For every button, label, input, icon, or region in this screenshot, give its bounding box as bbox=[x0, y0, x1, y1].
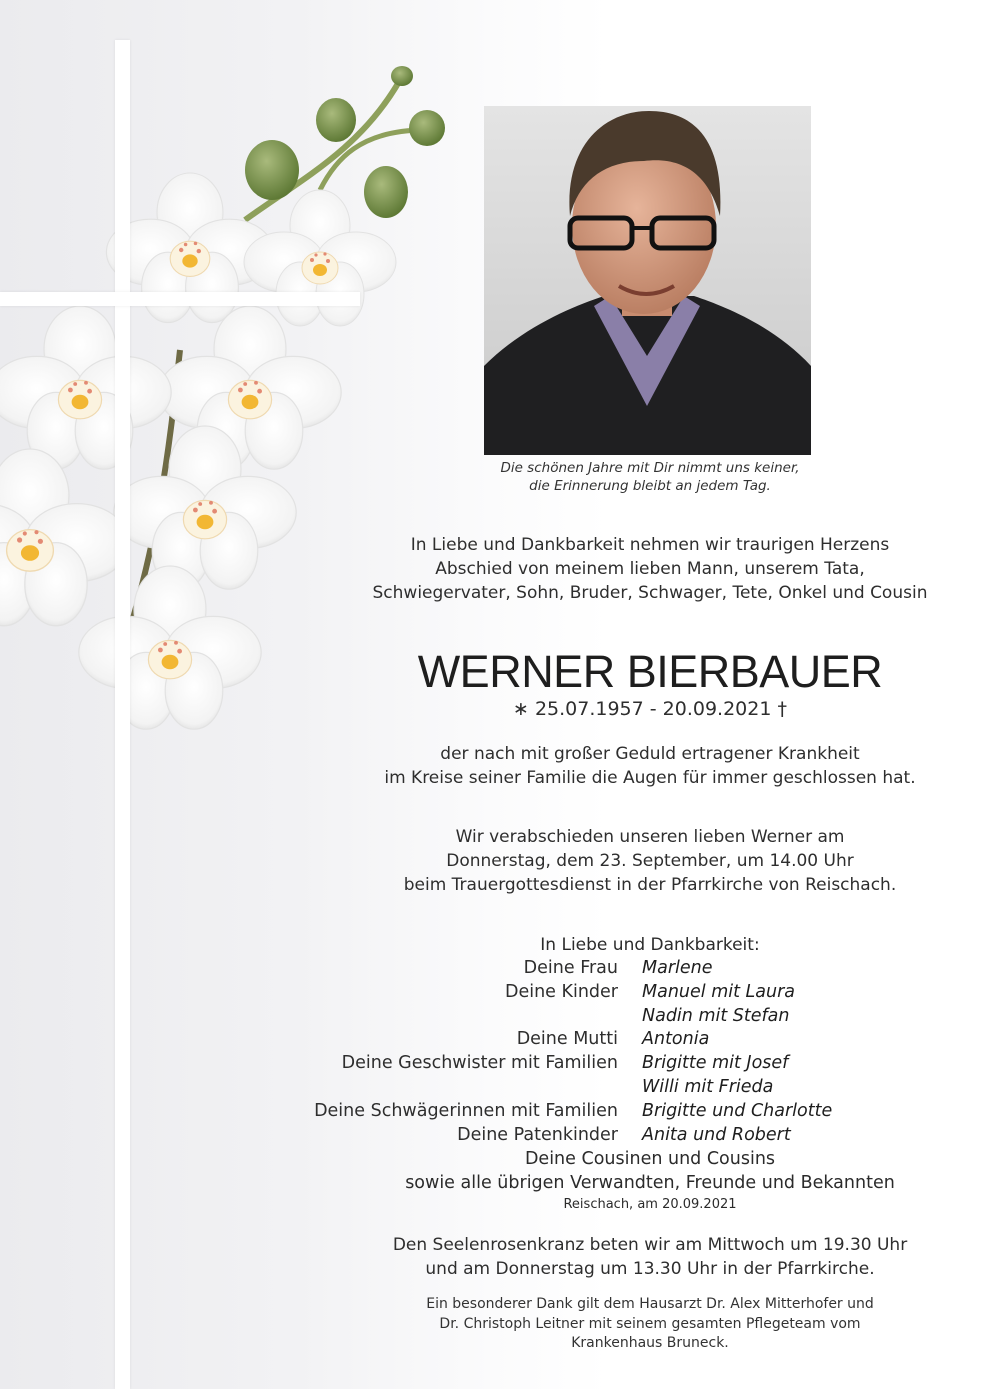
rosary-line: Den Seelenrosenkranz beten wir am Mittwoch um 19.30 Uhr bbox=[392, 1235, 908, 1255]
photo-caption bbox=[430, 459, 870, 495]
mourner-relation bbox=[240, 1076, 642, 1100]
mourners-tail bbox=[340, 1147, 960, 1195]
mourner-relation: Deine Kinder bbox=[504, 981, 618, 1002]
mourner-row bbox=[240, 981, 960, 1005]
farewell-line: Donnerstag, dem 23. September, um 14.00 Uhr bbox=[446, 851, 854, 871]
mourner-relation: Deine Schwägerinnen mit Familien bbox=[314, 1100, 618, 1121]
caption-line: die Erinnerung bleibt an jedem Tag. bbox=[529, 478, 771, 494]
thanks-line: Ein besonderer Dank gilt dem Hausarzt Dr. Alex Mitterhofer und bbox=[426, 1296, 874, 1312]
mourner-relation: Deine Geschwister mit Familien bbox=[341, 1053, 618, 1074]
intro-line: In Liebe und Dankbarkeit nehmen wir traurigen Herzens bbox=[410, 535, 890, 555]
intro-text bbox=[340, 533, 960, 605]
mourner-relation: Deine Patenkinder bbox=[457, 1124, 618, 1145]
place-date: Reischach, am 20.09.2021 bbox=[563, 1197, 737, 1212]
mourner-row bbox=[240, 1076, 960, 1100]
mourner-name: Willi mit Frieda bbox=[642, 1076, 774, 1097]
intro-line: Schwiegervater, Sohn, Bruder, Schwager, Tete, Onkel und Cousin bbox=[372, 583, 928, 603]
mourner-relation: Deine Mutti bbox=[516, 1029, 618, 1050]
rosary-line: und am Donnerstag um 13.30 Uhr in der Pfarrkirche. bbox=[425, 1259, 875, 1279]
thanks-text bbox=[340, 1295, 960, 1354]
mourner-name: Brigitte mit Josef bbox=[642, 1053, 789, 1074]
mourner-name: Nadin mit Stefan bbox=[642, 1005, 790, 1026]
caption-line: Die schönen Jahre mit Dir nimmt uns keiner, bbox=[500, 460, 800, 476]
intro-line: Abschied von meinem lieben Mann, unserem Tata, bbox=[435, 559, 865, 579]
farewell-line: beim Trauergottesdienst in der Pfarrkirche von Reischach. bbox=[403, 875, 897, 895]
mourner-relation: Deine Frau bbox=[523, 958, 618, 978]
mourner-name: Marlene bbox=[642, 958, 713, 978]
thanks-line: Krankenhaus Bruneck. bbox=[571, 1335, 729, 1351]
mourner-row bbox=[240, 1028, 960, 1052]
mourners-list bbox=[240, 957, 960, 1147]
mourners-tail-line: sowie alle übrigen Verwandten, Freunde und Bekannten bbox=[405, 1173, 895, 1193]
mourner-row bbox=[240, 1100, 960, 1124]
life-dates: ∗ 25.07.1957 - 20.09.2021 † bbox=[512, 698, 787, 720]
cross-vertical-beam bbox=[115, 40, 130, 1389]
death-line: im Kreise seiner Familie die Augen für immer geschlossen hat. bbox=[384, 768, 916, 788]
mourner-relation bbox=[240, 1005, 642, 1029]
mourner-name: Antonia bbox=[642, 1029, 710, 1050]
mourner-name: Manuel mit Laura bbox=[642, 981, 796, 1002]
thanks-line: Dr. Christoph Leitner mit seinem gesamten Pflegeteam vom bbox=[439, 1315, 861, 1332]
mourner-row bbox=[240, 1052, 960, 1076]
death-line: der nach mit großer Geduld ertragener Krankheit bbox=[440, 744, 860, 764]
mourner-name: Anita und Robert bbox=[642, 1124, 791, 1145]
portrait-photo bbox=[484, 106, 811, 455]
rosary-text bbox=[340, 1233, 960, 1281]
mourner-row bbox=[240, 1005, 960, 1029]
mourners-tail-line: Deine Cousinen und Cousins bbox=[524, 1149, 776, 1169]
mourner-row bbox=[240, 957, 960, 981]
farewell-line: Wir verabschieden unseren lieben Werner am bbox=[455, 827, 845, 847]
mourner-row bbox=[240, 1124, 960, 1148]
cross-horizontal-beam bbox=[0, 292, 360, 306]
mourners-heading: In Liebe und Dankbarkeit: bbox=[540, 935, 760, 955]
death-text bbox=[340, 742, 960, 790]
farewell-text bbox=[340, 825, 960, 897]
mourner-name: Brigitte und Charlotte bbox=[642, 1100, 833, 1121]
deceased-name: WERNER BIERBAUER bbox=[417, 646, 883, 697]
